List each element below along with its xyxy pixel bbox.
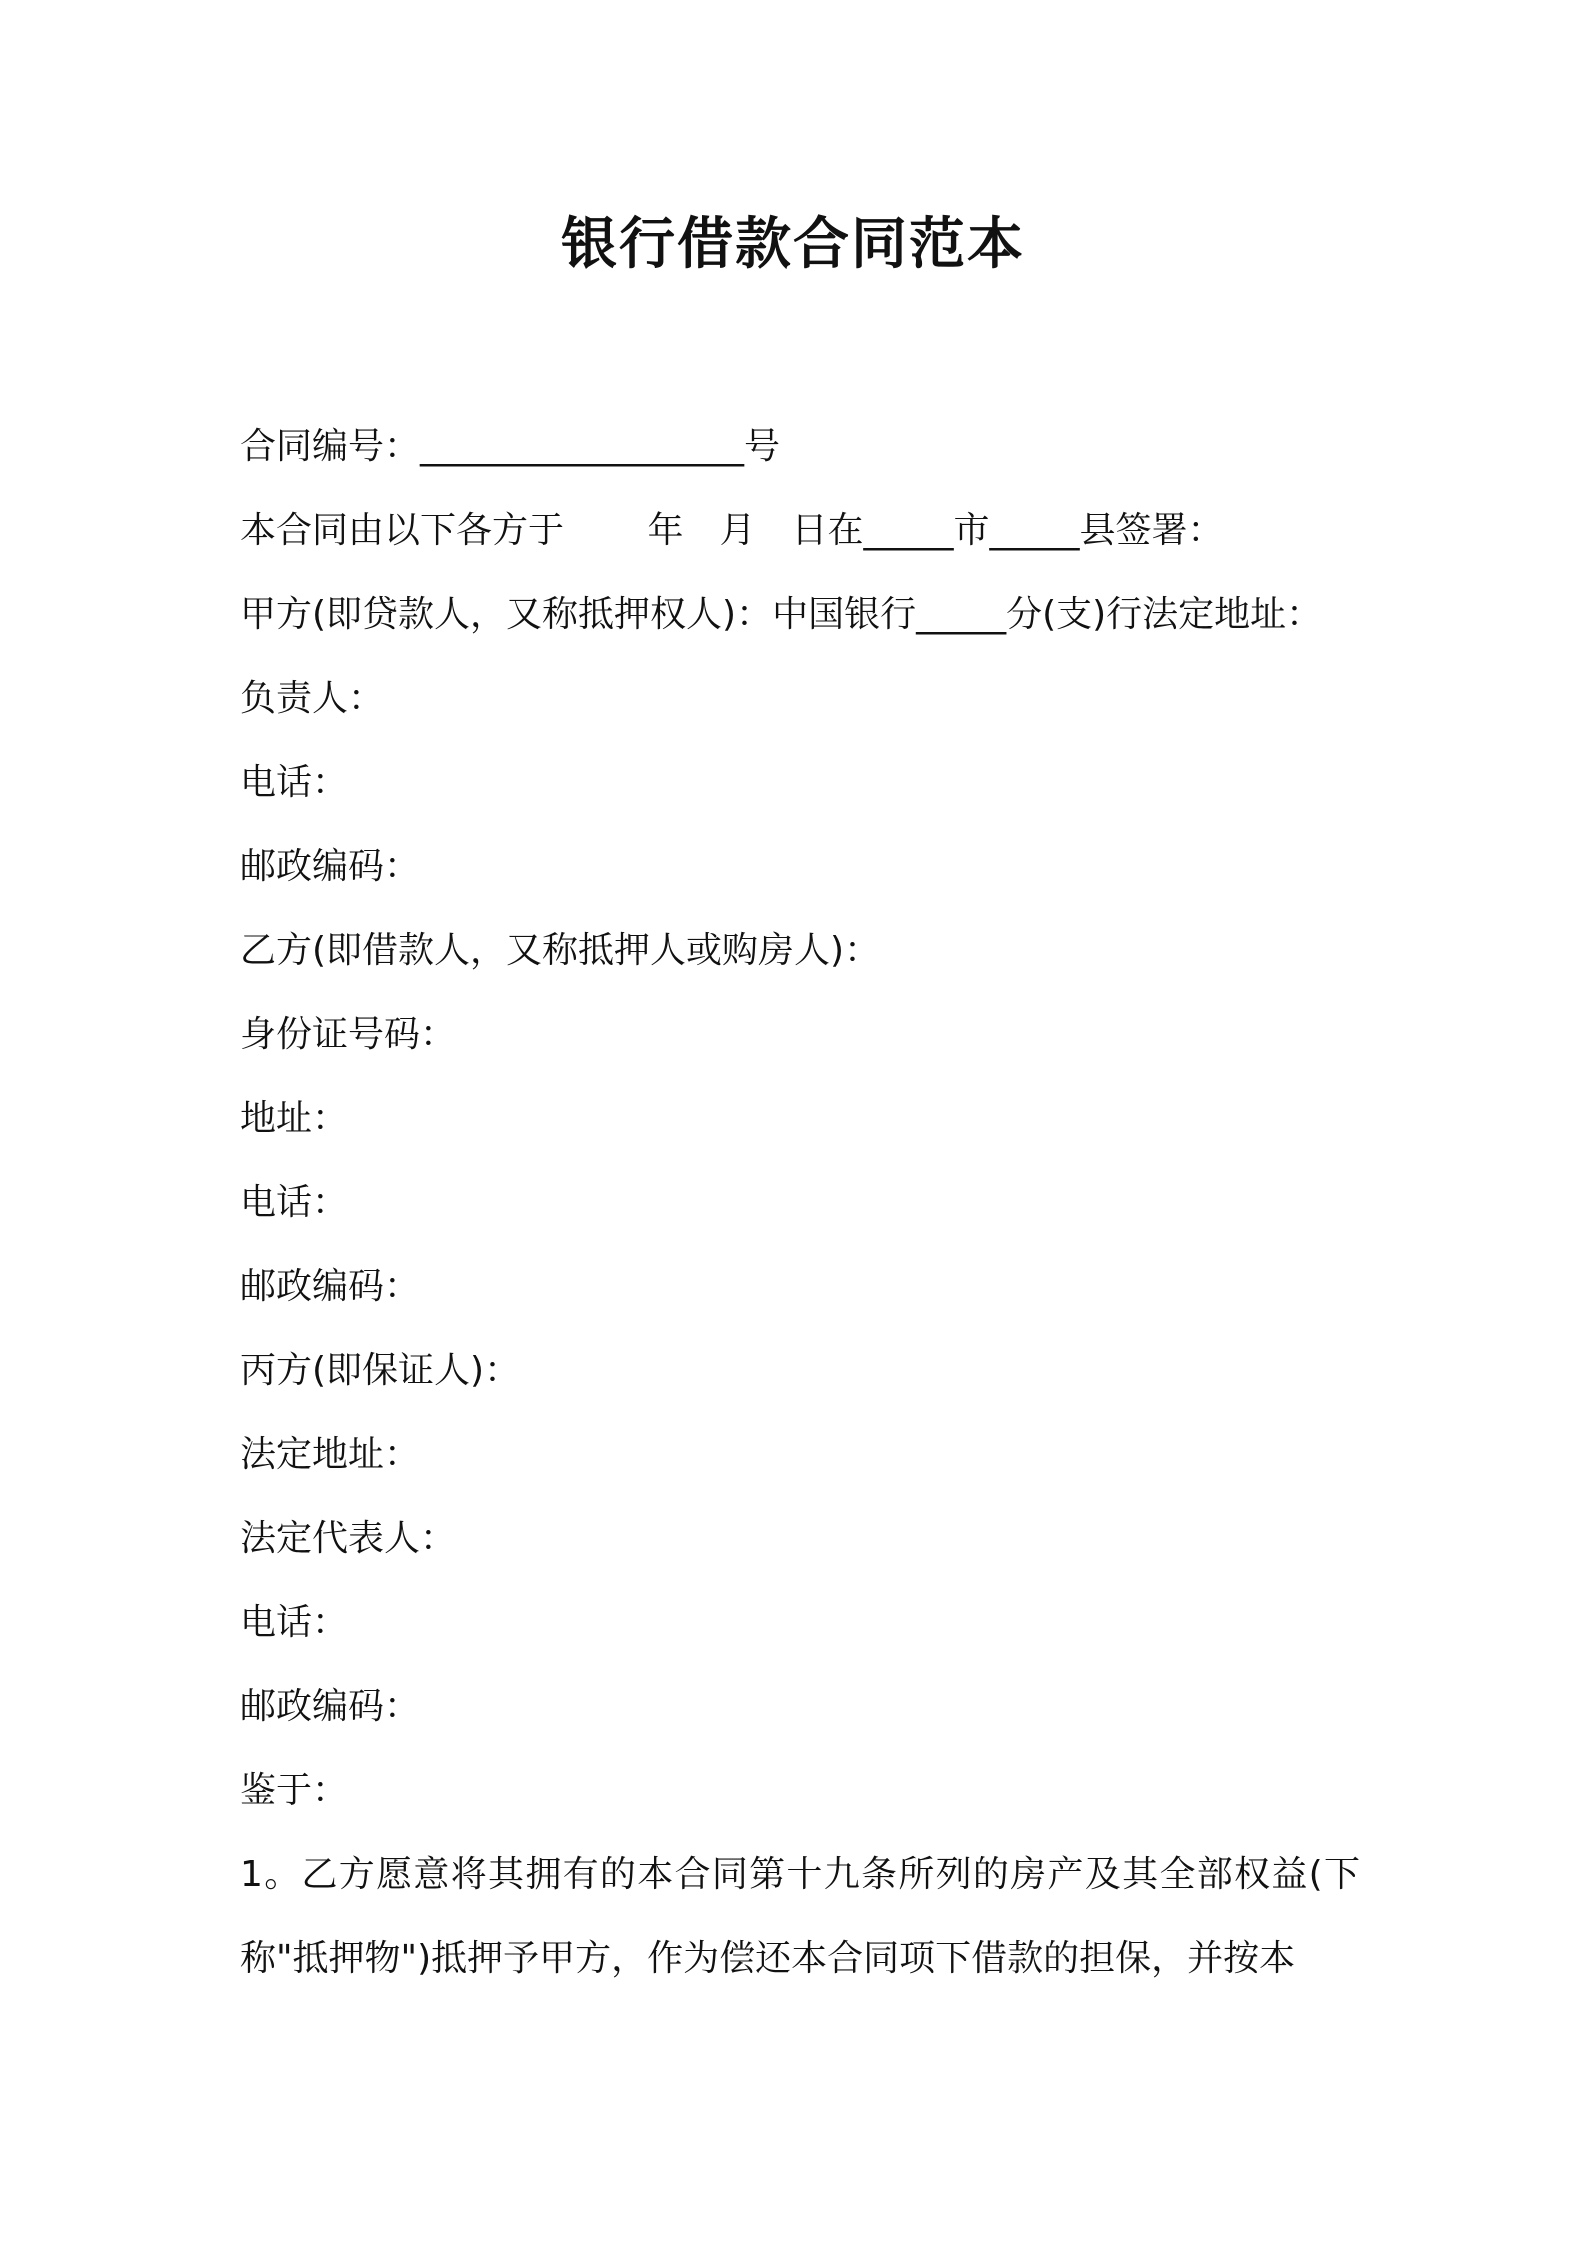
party-a-line: 甲方(即贷款人，又称抵押权人)：中国银行_____分(支)行法定地址： (240, 594, 1323, 635)
party-c-postcode: 邮政编码： (240, 1686, 421, 1727)
party-b-line: 乙方(即借款人，又称抵押人或购房人)： (240, 930, 881, 971)
party-b-address: 地址： (240, 1098, 349, 1139)
party-c-phone: 电话： (240, 1602, 349, 1643)
document-body (240, 405, 1360, 2001)
party-a-phone: 电话： (240, 762, 349, 803)
clause-1-paragraph: 1。乙方愿意将其拥有的本合同第十九条所列的房产及其全部权益(下称"抵押物")抵押予甲方，作为偿还本合同项下借款的担保，并按本 (240, 1854, 1360, 1979)
party-a-responsible-person: 负责人： (240, 678, 385, 719)
party-c-legal-address: 法定地址： (240, 1434, 421, 1475)
whereas-heading: 鉴于： (240, 1770, 349, 1811)
signing-date-place-line: 本合同由以下各方于 年 月 日在_____市_____县签署： (240, 510, 1224, 551)
party-b-phone: 电话： (240, 1182, 349, 1223)
party-b-postcode: 邮政编码： (240, 1266, 421, 1307)
party-b-id-number: 身份证号码： (240, 1014, 457, 1055)
party-c-legal-representative: 法定代表人： (240, 1518, 457, 1559)
document-title: 银行借款合同范本 (561, 212, 1025, 277)
party-c-line: 丙方(即保证人)： (240, 1350, 521, 1391)
party-a-postcode: 邮政编码： (240, 846, 421, 887)
contract-number-line: 合同编号：__________________号 (240, 426, 781, 467)
